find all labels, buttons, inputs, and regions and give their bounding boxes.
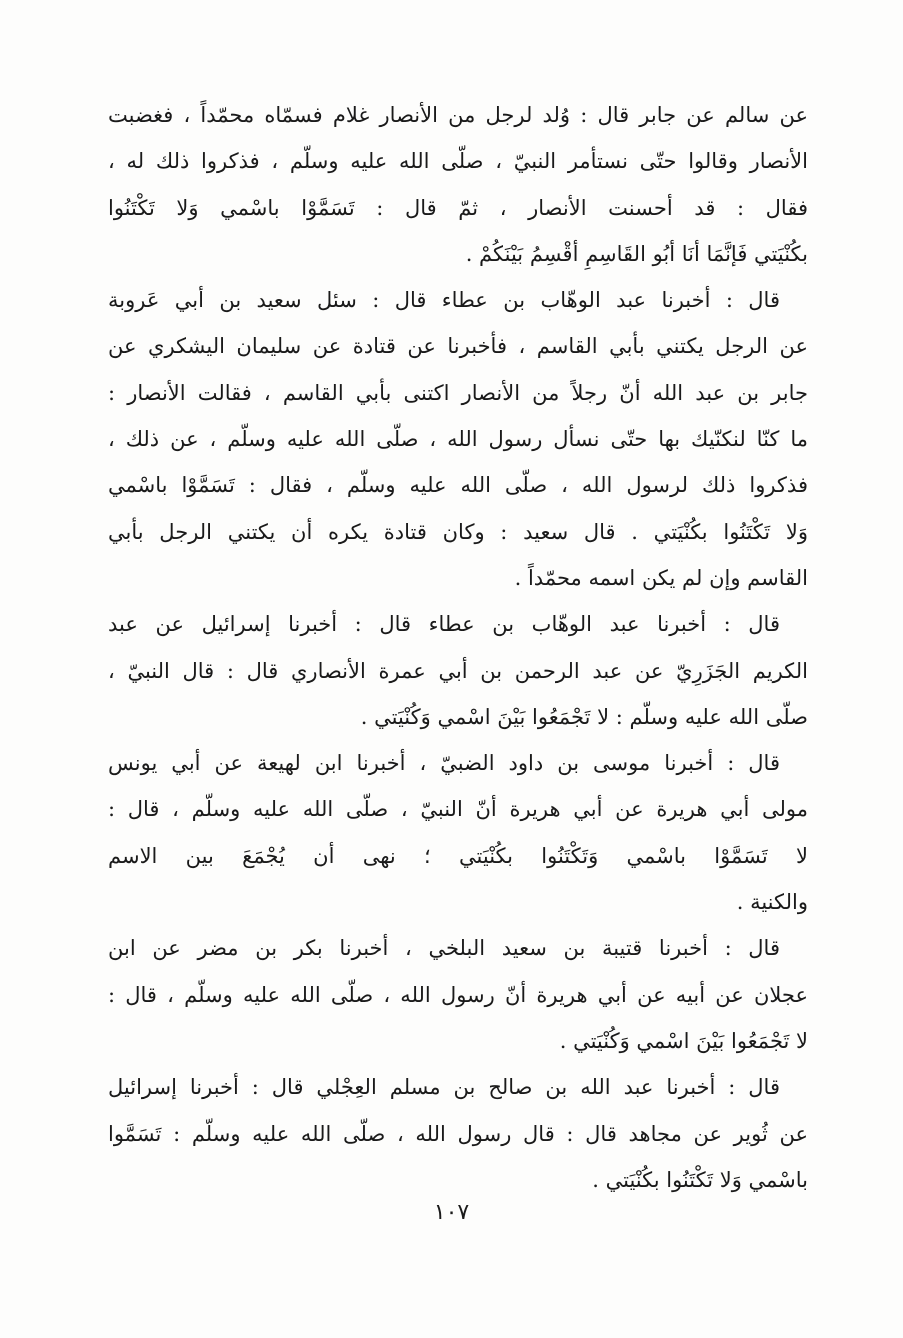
text-line: فذكروا ذلك لرسول الله ، صلّى الله عليه وسلّم ، فقال : تَسَمَّوْا باسْمي <box>108 473 808 498</box>
text-line: فقال : قد أحسنت الأنصار ، ثمّ قال : تَسَمَّوْا باسْمي وَلا تَكْتَنُوا <box>108 195 808 220</box>
text-line: باسْمي وَلا تَكْتَنُوا بكُنْيَتي . <box>592 1167 808 1192</box>
text-line: قال : أخبرنا موسى بن داود الضبيّ ، أخبرنا ابن لهيعة عن أبي يونس <box>108 751 780 776</box>
text-line: القاسم وإن لم يكن اسمه محمّداً . <box>514 565 808 590</box>
text-line: بكُنْيَتي فَإنَّمَا أنَا أبُو القَاسِمِ أقْسِمُ بَيْنَكُمْ . <box>465 241 808 266</box>
text-line: وَلا تَكْتَنُوا بكُنْيَتي . قال سعيد : وكان قتادة يكره أن يكتني الرجل بأبي <box>108 519 808 544</box>
text-line: لا تَجْمَعُوا بَيْنَ اسْمي وَكُنْيَتي . <box>559 1028 808 1053</box>
text-line: ما كنّا لنكنّيك بها حتّى نسأل رسول الله ، صلّى الله عليه وسلّم ، عن ذلك ، <box>108 427 808 452</box>
text-line: الأنصار وقالوا حتّى نستأمر النبيّ ، صلّى الله عليه وسلّم ، فذكروا ذلك له ، <box>108 149 808 174</box>
text-line: عن سالم عن جابر قال : وُلد لرجل من الأنصار غلام فسمّاه محمّداً ، فغضبت <box>108 103 808 127</box>
text-line: والكنية . <box>736 890 808 915</box>
text-line: قال : أخبرنا قتيبة بن سعيد البلخي ، أخبرنا بكر بن مضر عن ابن <box>108 936 780 961</box>
text-line: قال : أخبرنا عبد الوهّاب بن عطاء قال : أخبرنا إسرائيل عن عبد <box>108 612 780 637</box>
text-line: عن ثُوير عن مجاهد قال : قال رسول الله ، صلّى الله عليه وسلّم : تَسَمَّوا <box>108 1121 808 1146</box>
text-line: عن الرجل يكتني بأبي القاسم ، فأخبرنا عن قتادة عن سليمان اليشكري عن <box>108 334 808 359</box>
text-line: الكريم الجَزَرِيّ عن عبد الرحمن بن أبي عمرة الأنصاري قال : قال النبيّ ، <box>108 658 808 683</box>
text-line: قال : أخبرنا عبد الله بن صالح بن مسلم العِجْلي قال : أخبرنا إسرائيل <box>108 1075 780 1100</box>
page-number: ١٠٧ <box>433 1200 470 1225</box>
text-line: لا تَسَمَّوْا باسْمي وَتَكْتَنُوا بكُنْيَتي ؛ نهى أن يُجْمَعَ بين الاسم <box>108 843 808 868</box>
text-line: عجلان عن أبيه عن أبي هريرة أنّ رسول الله ، صلّى الله عليه وسلّم ، قال : <box>108 982 808 1007</box>
text-line: مولى أبي هريرة عن أبي هريرة أنّ النبيّ ، صلّى الله عليه وسلّم ، قال : <box>108 797 808 822</box>
text-line: صلّى الله عليه وسلّم : لا تَجْمَعُوا بَيْنَ اسْمي وَكُنْيَتي . <box>360 704 808 729</box>
text-line: قال : أخبرنا عبد الوهّاب بن عطاء قال : سئل سعيد بن أبي عَروبة <box>108 288 780 313</box>
text-line: جابر بن عبد الله أنّ رجلاً من الأنصار اكتنى بأبي القاسم ، فقالت الأنصار : <box>108 380 808 405</box>
page-body-text <box>108 92 808 1203</box>
